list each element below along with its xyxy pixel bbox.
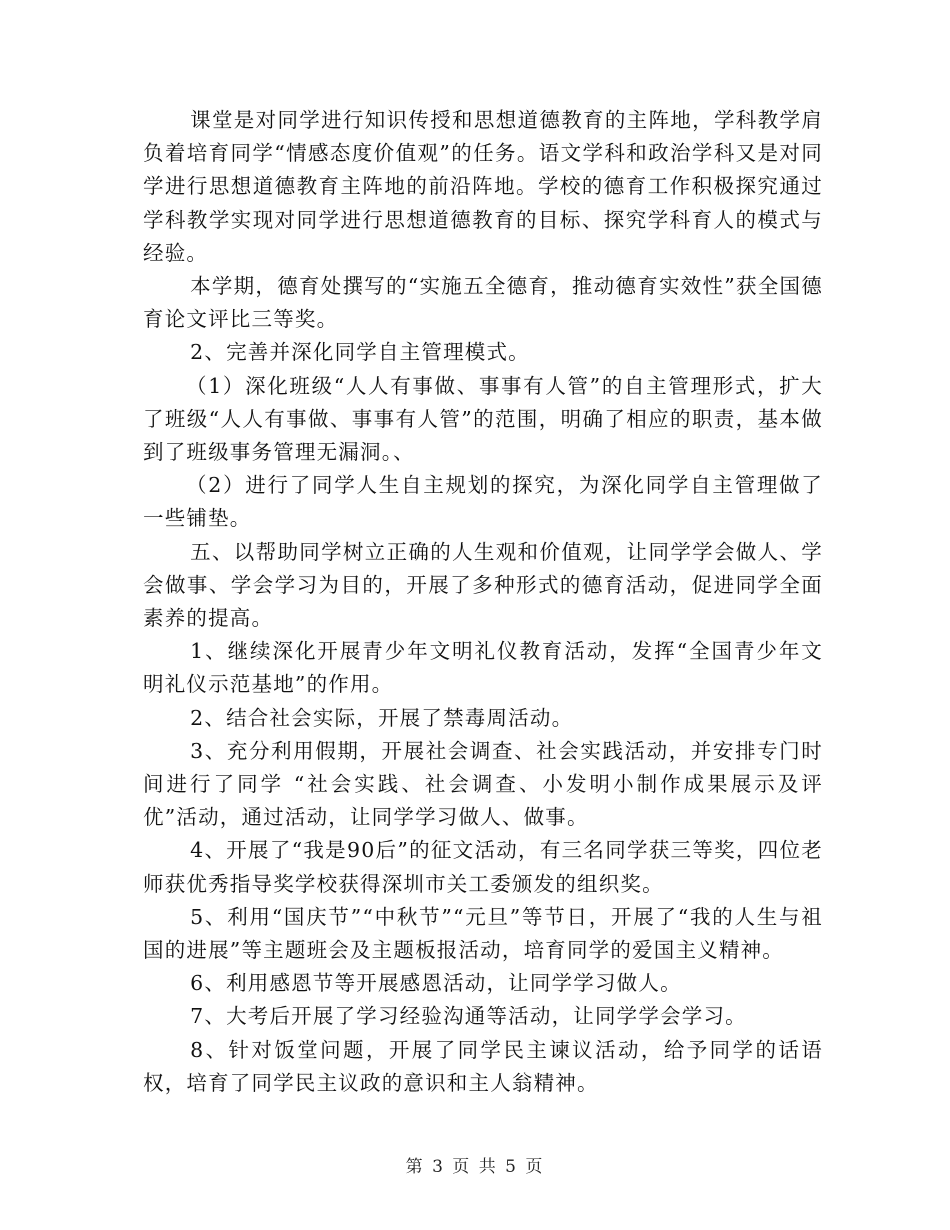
paragraph-section-five-heading: 五、以帮助同学树立正确的人生观和价值观，让同学学会做人、学会做事、学会学习为目的，开展了多种形式的德育活动，促进同学全面素养的提高。 xyxy=(143,539,823,631)
paragraph-activity-1: 1、继续深化开展青少年文明礼仪教育活动，发挥“全国青少年文明礼仪示范基地”的作用。 xyxy=(143,639,823,697)
paragraph-activity-4: 4、开展了“我是90后”的征文活动，有三名同学获三等奖，四位老师获优秀指导奖学校获得深圳市关工委颁发的组织奖。 xyxy=(143,838,823,896)
paragraph-self-management-item-2: （2）进行了同学人生自主规划的探究，为深化同学自主管理做了一些铺垫。 xyxy=(143,473,823,531)
paragraph-activity-3: 3、充分利用假期，开展社会调查、社会实践活动，并安排专门时间进行了同学 “社会实践、社会调查、小发明小制作成果展示及评优”活动，通过活动，让同学学习做人、做事。 xyxy=(143,738,823,830)
document-body xyxy=(143,104,823,1100)
paragraph-paper-award: 本学期，德育处撰写的“实施五全德育，推动德育实效性”获全国德育论文评比三等奖。 xyxy=(143,274,823,332)
paragraph-activity-8: 8、针对饭堂问题，开展了同学民主谏议活动，给予同学的话语权，培育了同学民主议政的意识和主人翁精神。 xyxy=(143,1037,823,1095)
paragraph-self-management-heading: 2、完善并深化同学自主管理模式。 xyxy=(190,340,530,365)
paragraph-activity-6: 6、利用感恩节等开展感恩活动，让同学学习做人。 xyxy=(190,971,682,996)
page-number-footer: 第 3 页 共 5 页 xyxy=(405,1157,545,1177)
paragraph-activity-2: 2、结合社会实际，开展了禁毒周活动。 xyxy=(190,705,574,730)
paragraph-activity-7: 7、大考后开展了学习经验沟通等活动，让同学学会学习。 xyxy=(190,1004,747,1029)
paragraph-self-management-item-1: （1）深化班级“人人有事做、事事有人管”的自主管理形式，扩大了班级“人人有事做、事事有人管”的范围，明确了相应的职责，基本做到了班级事务管理无漏洞。、 xyxy=(143,373,823,465)
paragraph-classroom-moral-education: 课堂是对同学进行知识传授和思想道德教育的主阵地，学科教学肩负着培育同学“情感态度价值观”的任务。语文学科和政治学科又是对同学进行思想道德教育主阵地的前沿阵地。学校的德育工作积极探究通过学科教学实现对同学进行思想道德教育的目标、探究学科育人的模式与经验。 xyxy=(143,108,823,265)
paragraph-activity-5: 5、利用“国庆节”“中秋节”“元旦”等节日，开展了“我的人生与祖国的进展”等主题班会及主题板报活动，培育同学的爱国主义精神。 xyxy=(143,904,823,963)
